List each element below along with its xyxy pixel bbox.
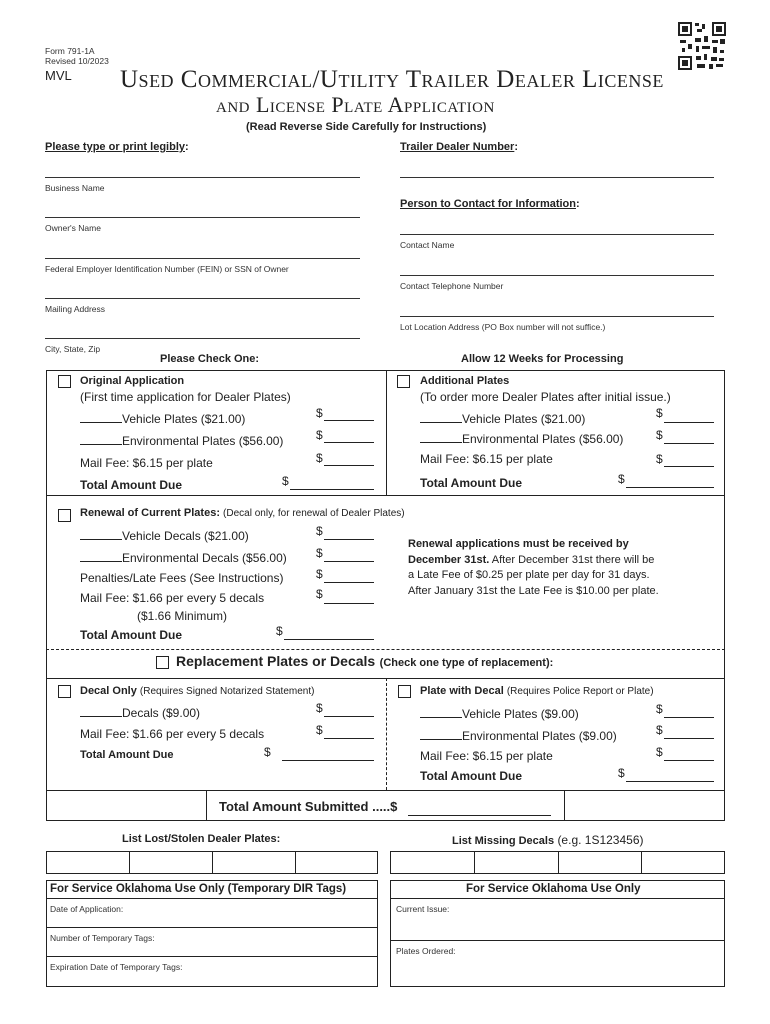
box-divider	[390, 940, 725, 941]
original-total-label: Total Amount Due	[80, 478, 182, 492]
original-mail-amount[interactable]	[324, 465, 374, 466]
original-vehicle-qty[interactable]	[80, 411, 122, 423]
replacement-plate-total-label: Total Amount Due	[420, 769, 522, 783]
replacement-env-row: Environmental Plates ($9.00)	[420, 728, 617, 743]
box-divider	[46, 495, 725, 496]
print-legibly-heading: Please type or print legibly:	[45, 141, 189, 153]
dollar-sign: $	[316, 451, 323, 465]
replacement-mail-amount[interactable]	[664, 760, 714, 761]
box-divider	[558, 851, 559, 874]
dollar-sign: $	[656, 428, 663, 442]
decal-mail-fee: Mail Fee: $1.66 per every 5 decals	[80, 727, 265, 741]
decals-amount[interactable]	[324, 716, 374, 717]
additional-vehicle-qty[interactable]	[420, 411, 462, 423]
owners-name-field[interactable]	[45, 217, 360, 218]
box-divider	[46, 898, 378, 899]
dollar-sign: $	[656, 406, 663, 420]
decals-row: Decals ($9.00)	[80, 705, 200, 720]
processing-note: Allow 12 Weeks for Processing	[461, 353, 624, 365]
plates-ordered-label: Plates Ordered:	[396, 946, 456, 956]
renewal-penalty-amount[interactable]	[324, 582, 374, 583]
replacement-vehicle-amount[interactable]	[664, 717, 714, 718]
replacement-total-amount[interactable]	[626, 781, 714, 782]
original-total-amount[interactable]	[290, 489, 374, 490]
dollar-sign: $	[316, 406, 323, 420]
dollar-sign: $	[264, 745, 271, 759]
original-title: Original Application	[80, 375, 185, 387]
additional-desc: (To order more Dealer Plates after initial issue.)	[420, 390, 671, 404]
mailing-address-label: Mailing Address	[45, 304, 106, 314]
original-env-qty[interactable]	[80, 433, 122, 445]
box-divider	[46, 790, 725, 791]
renewal-env-amount[interactable]	[324, 561, 374, 562]
original-env-amount[interactable]	[324, 442, 374, 443]
check-one-heading: Please Check One:	[160, 353, 260, 365]
current-issue-label: Current Issue:	[396, 904, 450, 914]
original-env-row: Environmental Plates ($56.00)	[80, 433, 283, 448]
box-divider	[386, 678, 387, 790]
replacement-env-amount[interactable]	[664, 738, 714, 739]
box-divider	[641, 851, 642, 874]
box-divider	[474, 851, 475, 874]
contact-name-field[interactable]	[400, 234, 714, 235]
contact-phone-label: Contact Telephone Number	[400, 281, 504, 291]
decal-only-checkbox[interactable]	[58, 685, 71, 698]
missing-decals-heading: List Missing Decals (e.g. 1S123456)	[452, 833, 644, 847]
decal-mail-amount[interactable]	[324, 738, 374, 739]
form-number: Form 791-1A	[45, 46, 95, 56]
dollar-sign: $	[656, 745, 663, 759]
additional-env-row: Environmental Plates ($56.00)	[420, 431, 623, 446]
dollar-sign: $	[656, 702, 663, 716]
original-vehicle-amount[interactable]	[324, 420, 374, 421]
renewal-vehicle-amount[interactable]	[324, 539, 374, 540]
total-submitted-label: Total Amount Submitted .....$	[219, 799, 398, 814]
lot-location-field[interactable]	[400, 316, 714, 317]
additional-mail-amount[interactable]	[664, 466, 714, 467]
date-of-application-label: Date of Application:	[50, 904, 124, 914]
additional-vehicle-amount[interactable]	[664, 422, 714, 423]
additional-plates-checkbox[interactable]	[397, 375, 410, 388]
box-divider	[390, 898, 725, 899]
additional-title: Additional Plates	[420, 375, 510, 387]
form-subtitle: (Read Reverse Side Carefully for Instructions)	[246, 121, 487, 133]
dollar-sign: $	[316, 524, 323, 538]
box-divider	[564, 790, 565, 821]
replacement-env-qty[interactable]	[420, 728, 462, 740]
box-divider	[295, 851, 296, 874]
dollar-sign: $	[316, 567, 323, 581]
dollar-sign: $	[316, 587, 323, 601]
renewal-vehicle-row: Vehicle Decals ($21.00)	[80, 528, 249, 543]
dollar-sign: $	[656, 452, 663, 466]
office-use-right-box	[390, 880, 725, 987]
additional-env-qty[interactable]	[420, 431, 462, 443]
contact-heading: Person to Contact for Information:	[400, 198, 580, 210]
box-divider	[212, 851, 213, 874]
dollar-sign: $	[618, 472, 625, 486]
replacement-plate-mail: Mail Fee: $6.15 per plate	[420, 749, 553, 763]
original-application-checkbox[interactable]	[58, 375, 71, 388]
decals-qty[interactable]	[80, 705, 122, 717]
city-state-zip-label: City, State, Zip	[45, 344, 101, 354]
dollar-sign: $	[316, 546, 323, 560]
renewal-checkbox[interactable]	[58, 509, 71, 522]
box-divider	[386, 370, 387, 495]
total-submitted-amount[interactable]	[408, 815, 551, 816]
dollar-sign: $	[618, 766, 625, 780]
city-state-zip-field[interactable]	[45, 338, 360, 339]
box-divider	[129, 851, 130, 874]
renewal-mail-amount[interactable]	[324, 603, 374, 604]
replacement-vehicle-row: Vehicle Plates ($9.00)	[420, 706, 579, 721]
renewal-penalties: Penalties/Late Fees (See Instructions)	[80, 571, 284, 585]
renewal-title: Renewal of Current Plates: (Decal only, for renewal of Dealer Plates)	[80, 507, 405, 519]
renewal-notice: Renewal applications must be received by December 31st. After December 31st there will be a Late Fee of $0.25 per plate per day for 31 days. After January 31st the Late Fee is $10.00 per plate.	[408, 538, 659, 597]
dealer-number-heading: Trailer Dealer Number:	[400, 141, 519, 153]
fein-label: Federal Employer Identification Number (FEIN) or SSN of Owner	[45, 264, 289, 274]
dollar-sign: $	[656, 723, 663, 737]
owners-name-label: Owner's Name	[45, 223, 101, 233]
renewal-total-amount[interactable]	[284, 639, 374, 640]
additional-vehicle-row: Vehicle Plates ($21.00)	[420, 411, 585, 426]
renewal-env-row: Environmental Decals ($56.00)	[80, 550, 287, 565]
temp-tags-number-label: Number of Temporary Tags:	[50, 933, 155, 943]
additional-env-amount[interactable]	[664, 443, 714, 444]
original-mail-fee: Mail Fee: $6.15 per plate	[80, 456, 213, 470]
dollar-sign: $	[316, 723, 323, 737]
decal-only-title: Decal Only (Requires Signed Notarized Statement)	[80, 685, 315, 697]
business-name-label: Business Name	[45, 183, 105, 193]
plate-with-decal-checkbox[interactable]	[398, 685, 411, 698]
fein-field[interactable]	[45, 258, 360, 259]
box-divider	[46, 649, 725, 650]
replacement-checkbox[interactable]	[156, 656, 169, 669]
renewal-total-label: Total Amount Due	[80, 628, 182, 642]
box-divider	[46, 956, 378, 957]
dealer-number-field[interactable]	[400, 177, 714, 178]
additional-total-label: Total Amount Due	[420, 476, 522, 490]
contact-name-label: Contact Name	[400, 240, 455, 250]
agency-code: MVL	[45, 68, 72, 83]
additional-mail-fee: Mail Fee: $6.15 per plate	[420, 452, 553, 466]
renewal-mail-fee: Mail Fee: $1.66 per every 5 decals	[80, 591, 265, 605]
additional-total-amount[interactable]	[626, 487, 714, 488]
qr-code-icon	[678, 22, 726, 70]
original-vehicle-row: Vehicle Plates ($21.00)	[80, 411, 245, 426]
replacement-vehicle-qty[interactable]	[420, 706, 462, 718]
plate-with-decal-title: Plate with Decal (Requires Police Report or Plate)	[420, 685, 654, 697]
replacement-heading: Replacement Plates or Decals (Check one type of replacement):	[176, 653, 554, 669]
form-title-line1: Used Commercial/Utility Trailer Dealer License	[120, 66, 664, 93]
business-name-field[interactable]	[45, 177, 360, 178]
mailing-address-field[interactable]	[45, 298, 360, 299]
lost-plates-heading: List Lost/Stolen Dealer Plates:	[122, 833, 281, 845]
lot-location-label: Lot Location Address (PO Box number will not suffice.)	[400, 322, 606, 332]
decal-total-label: Total Amount Due	[80, 749, 174, 761]
original-desc: (First time application for Dealer Plates)	[80, 390, 291, 404]
decal-total-amount[interactable]	[282, 760, 374, 761]
renewal-vehicle-qty[interactable]	[80, 528, 122, 540]
contact-phone-field[interactable]	[400, 275, 714, 276]
office-right-title: For Service Oklahoma Use Only	[466, 883, 641, 895]
dollar-sign: $	[316, 428, 323, 442]
office-left-title: For Service Oklahoma Use Only (Temporary DIR Tags)	[50, 883, 347, 895]
dollar-sign: $	[276, 624, 283, 638]
box-divider	[46, 927, 378, 928]
box-divider	[206, 790, 207, 821]
temp-tags-expiration-label: Expiration Date of Temporary Tags:	[50, 962, 183, 972]
dollar-sign: $	[316, 701, 323, 715]
renewal-minimum: ($1.66 Minimum)	[137, 609, 228, 623]
form-title-line2: and License Plate Application	[216, 92, 495, 117]
dollar-sign: $	[282, 474, 289, 488]
revised-date: Revised 10/2023	[45, 56, 109, 66]
renewal-env-qty[interactable]	[80, 550, 122, 562]
